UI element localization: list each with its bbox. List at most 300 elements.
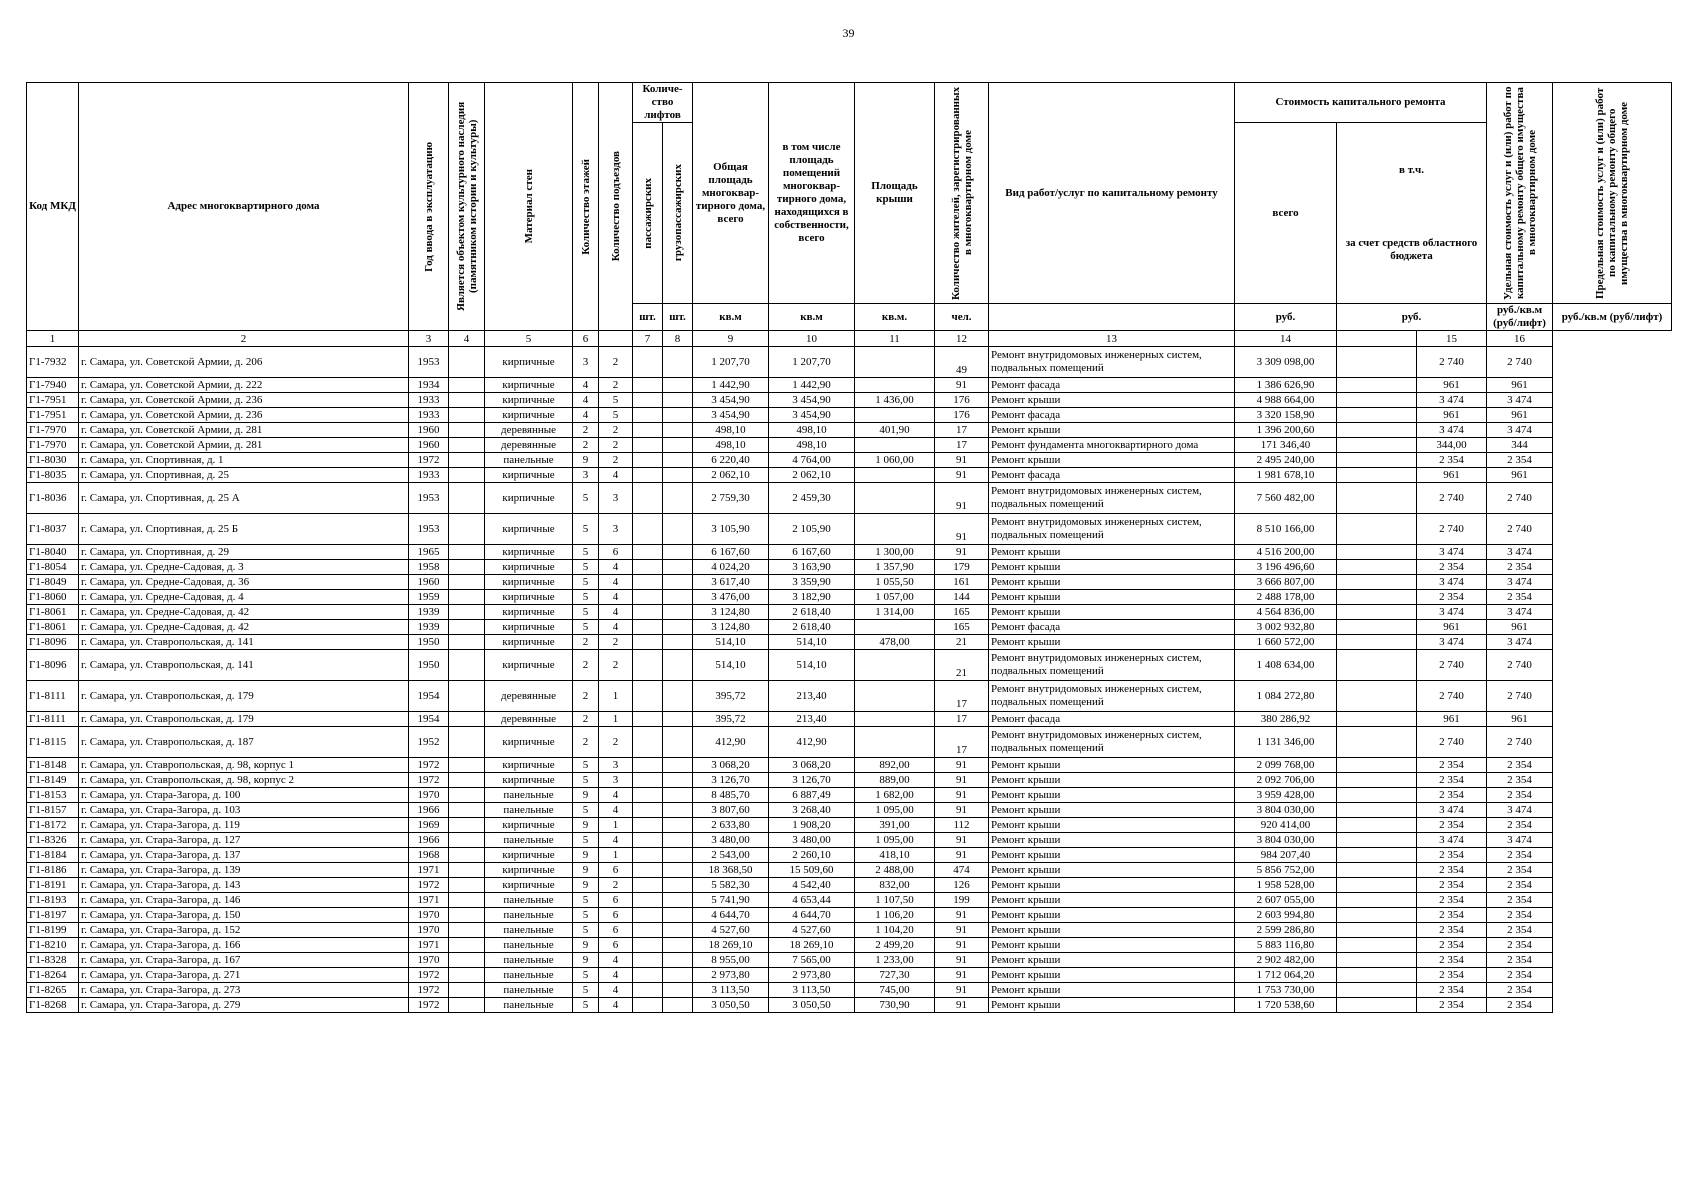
cell-address: г. Самара, ул. Средне-Садовая, д. 4 (79, 590, 409, 605)
cell-walls: кирпичные (485, 620, 573, 635)
cell-heritage (449, 635, 485, 650)
cell-residents: 91 (935, 788, 989, 803)
cell-lifts-pass (633, 758, 663, 773)
cell-work-type: Ремонт фасада (989, 712, 1235, 727)
cell-year: 1966 (409, 803, 449, 818)
cell-lifts-cargo (663, 712, 693, 727)
cell-walls: панельные (485, 968, 573, 983)
cell-unit-cost: 3 474 (1417, 545, 1487, 560)
cell-heritage (449, 468, 485, 483)
cell-lifts-pass (633, 727, 663, 758)
cell-owned-area: 213,40 (769, 681, 855, 712)
cell-work-type: Ремонт внутридомовых инженерных систем, подвальных помещений (989, 514, 1235, 545)
cell-limit-cost: 2 354 (1487, 893, 1553, 908)
cell-floors: 3 (573, 468, 599, 483)
table-row (27, 727, 1672, 758)
cell-entrances: 4 (599, 953, 633, 968)
cell-residents: 17 (935, 727, 989, 758)
cell-code: Г1-8061 (27, 605, 79, 620)
cell-heritage (449, 681, 485, 712)
cell-walls: кирпичные (485, 635, 573, 650)
cell-limit-cost: 2 354 (1487, 968, 1553, 983)
cell-limit-cost: 2 740 (1487, 514, 1553, 545)
cell-work-type: Ремонт крыши (989, 878, 1235, 893)
cell-year: 1972 (409, 878, 449, 893)
cell-lifts-cargo (663, 393, 693, 408)
cell-cost-budget (1337, 453, 1417, 468)
cell-unit-cost: 2 354 (1417, 998, 1487, 1013)
cell-walls: кирпичные (485, 605, 573, 620)
cell-work-type: Ремонт внутридомовых инженерных систем, подвальных помещений (989, 727, 1235, 758)
table-row (27, 923, 1672, 938)
cell-unit-cost: 2 354 (1417, 908, 1487, 923)
cell-heritage (449, 423, 485, 438)
cell-lifts-cargo (663, 545, 693, 560)
cell-limit-cost: 2 354 (1487, 848, 1553, 863)
cell-entrances: 4 (599, 468, 633, 483)
cell-cost-total: 380 286,92 (1235, 712, 1337, 727)
cell-residents: 91 (935, 545, 989, 560)
cell-floors: 9 (573, 878, 599, 893)
cell-cost-budget (1337, 393, 1417, 408)
cell-lifts-pass (633, 575, 663, 590)
cell-roof-area: 1 300,00 (855, 545, 935, 560)
cell-cost-total: 5 856 752,00 (1235, 863, 1337, 878)
cell-total-area: 2 973,80 (693, 968, 769, 983)
col-num: 11 (855, 331, 935, 347)
cell-cost-budget (1337, 545, 1417, 560)
cell-lifts-pass (633, 347, 663, 378)
cell-lifts-cargo (663, 514, 693, 545)
cell-roof-area: 745,00 (855, 983, 935, 998)
cell-total-area: 395,72 (693, 681, 769, 712)
cell-owned-area: 3 182,90 (769, 590, 855, 605)
cell-residents: 91 (935, 483, 989, 514)
cell-lifts-cargo (663, 727, 693, 758)
cell-work-type: Ремонт фундамента многоквартирного дома (989, 438, 1235, 453)
cell-address: г. Самара, ул. Ставропольская, д. 98, корпус 2 (79, 773, 409, 788)
cell-cost-budget (1337, 620, 1417, 635)
cell-floors: 2 (573, 712, 599, 727)
cell-walls: кирпичные (485, 590, 573, 605)
cell-walls: панельные (485, 998, 573, 1013)
cell-walls: кирпичные (485, 575, 573, 590)
cell-unit-cost: 2 354 (1417, 863, 1487, 878)
cell-residents: 49 (935, 347, 989, 378)
cell-code: Г1-8199 (27, 923, 79, 938)
cell-cost-total: 2 099 768,00 (1235, 758, 1337, 773)
cell-cost-total: 8 510 166,00 (1235, 514, 1337, 545)
cell-year: 1950 (409, 635, 449, 650)
cell-entrances: 4 (599, 590, 633, 605)
cell-lifts-cargo (663, 908, 693, 923)
cell-cost-budget (1337, 468, 1417, 483)
cell-cost-total: 3 804 030,00 (1235, 803, 1337, 818)
cell-lifts-pass (633, 635, 663, 650)
cell-limit-cost: 3 474 (1487, 393, 1553, 408)
cell-cost-total: 1 958 528,00 (1235, 878, 1337, 893)
cell-residents: 91 (935, 983, 989, 998)
cell-address: г. Самара, ул. Советской Армии, д. 222 (79, 378, 409, 393)
unit-pcs-2: шт. (663, 304, 693, 331)
cell-entrances: 4 (599, 620, 633, 635)
cell-walls: деревянные (485, 438, 573, 453)
cell-lifts-cargo (663, 833, 693, 848)
cell-work-type: Ремонт крыши (989, 953, 1235, 968)
cell-lifts-pass (633, 818, 663, 833)
cell-roof-area (855, 347, 935, 378)
header-floors: Количество этажей (579, 158, 592, 255)
cell-residents: 126 (935, 878, 989, 893)
cell-limit-cost: 2 354 (1487, 908, 1553, 923)
cell-lifts-pass (633, 983, 663, 998)
cell-limit-cost: 2 354 (1487, 453, 1553, 468)
cell-cost-total: 3 959 428,00 (1235, 788, 1337, 803)
cell-work-type: Ремонт внутридомовых инженерных систем, подвальных помещений (989, 347, 1235, 378)
cell-cost-total: 1 720 538,60 (1235, 998, 1337, 1013)
cell-owned-area: 3 113,50 (769, 983, 855, 998)
cell-residents: 91 (935, 998, 989, 1013)
cell-year: 1933 (409, 393, 449, 408)
cell-work-type: Ремонт внутридомовых инженерных систем, подвальных помещений (989, 681, 1235, 712)
cell-code: Г1-7951 (27, 393, 79, 408)
cell-floors: 5 (573, 590, 599, 605)
cell-lifts-pass (633, 878, 663, 893)
cell-cost-budget (1337, 590, 1417, 605)
cell-total-area: 5 582,30 (693, 878, 769, 893)
cell-address: г. Самара, ул. Стара-Загора, д. 143 (79, 878, 409, 893)
cell-total-area: 3 113,50 (693, 983, 769, 998)
cell-floors: 2 (573, 681, 599, 712)
cell-heritage (449, 923, 485, 938)
cell-cost-budget (1337, 758, 1417, 773)
cell-lifts-cargo (663, 758, 693, 773)
cell-entrances: 1 (599, 681, 633, 712)
cell-unit-cost: 2 354 (1417, 453, 1487, 468)
table-row (27, 818, 1672, 833)
cell-floors: 5 (573, 908, 599, 923)
cell-limit-cost: 2 740 (1487, 681, 1553, 712)
cell-work-type: Ремонт крыши (989, 575, 1235, 590)
cell-cost-budget (1337, 408, 1417, 423)
cell-walls: кирпичные (485, 347, 573, 378)
cell-year: 1970 (409, 923, 449, 938)
cell-work-type: Ремонт крыши (989, 848, 1235, 863)
cell-heritage (449, 983, 485, 998)
cell-work-type: Ремонт фасада (989, 620, 1235, 635)
cell-lifts-pass (633, 378, 663, 393)
cell-owned-area: 1 207,70 (769, 347, 855, 378)
cell-code: Г1-7932 (27, 347, 79, 378)
cell-roof-area (855, 727, 935, 758)
cell-lifts-pass (633, 560, 663, 575)
cell-floors: 3 (573, 347, 599, 378)
cell-code: Г1-8153 (27, 788, 79, 803)
cell-heritage (449, 620, 485, 635)
cell-walls: кирпичные (485, 408, 573, 423)
cell-owned-area: 2 459,30 (769, 483, 855, 514)
cell-cost-total: 2 607 055,00 (1235, 893, 1337, 908)
cell-lifts-cargo (663, 968, 693, 983)
cell-roof-area: 1 057,00 (855, 590, 935, 605)
cell-limit-cost: 2 354 (1487, 560, 1553, 575)
cell-residents: 17 (935, 438, 989, 453)
cell-owned-area: 2 618,40 (769, 620, 855, 635)
cell-work-type: Ремонт крыши (989, 560, 1235, 575)
cell-work-type: Ремонт крыши (989, 545, 1235, 560)
cell-entrances: 3 (599, 514, 633, 545)
cell-total-area: 1 207,70 (693, 347, 769, 378)
cell-total-area: 18 269,10 (693, 938, 769, 953)
cell-cost-total: 3 666 807,00 (1235, 575, 1337, 590)
cell-heritage (449, 560, 485, 575)
cell-total-area: 3 480,00 (693, 833, 769, 848)
cell-lifts-cargo (663, 408, 693, 423)
unit-m2-roof: кв.м. (855, 304, 935, 331)
cell-owned-area: 514,10 (769, 635, 855, 650)
cell-code: Г1-8040 (27, 545, 79, 560)
col-num: 5 (485, 331, 573, 347)
cell-unit-cost: 2 354 (1417, 878, 1487, 893)
cell-year: 1953 (409, 347, 449, 378)
cell-entrances: 6 (599, 908, 633, 923)
cell-residents: 91 (935, 968, 989, 983)
cell-roof-area: 1 357,90 (855, 560, 935, 575)
cell-lifts-pass (633, 650, 663, 681)
cell-code: Г1-8035 (27, 468, 79, 483)
cell-cost-total: 984 207,40 (1235, 848, 1337, 863)
cell-code: Г1-8096 (27, 635, 79, 650)
cell-address: г. Самара, ул. Спортивная, д. 1 (79, 453, 409, 468)
cell-lifts-pass (633, 468, 663, 483)
cell-floors: 5 (573, 998, 599, 1013)
cell-entrances: 2 (599, 347, 633, 378)
cell-residents: 17 (935, 423, 989, 438)
cell-lifts-cargo (663, 347, 693, 378)
cell-unit-cost: 2 740 (1417, 681, 1487, 712)
cell-cost-budget (1337, 347, 1417, 378)
cell-limit-cost: 2 354 (1487, 998, 1553, 1013)
table-row (27, 788, 1672, 803)
cell-cost-total: 2 488 178,00 (1235, 590, 1337, 605)
cell-walls: панельные (485, 923, 573, 938)
table-row (27, 908, 1672, 923)
cell-code: Г1-8115 (27, 727, 79, 758)
cell-code: Г1-7951 (27, 408, 79, 423)
cell-lifts-cargo (663, 818, 693, 833)
cell-roof-area: 892,00 (855, 758, 935, 773)
cell-entrances: 6 (599, 893, 633, 908)
header-walls: Материал стен (522, 169, 535, 244)
cell-year: 1972 (409, 758, 449, 773)
cell-work-type: Ремонт внутридомовых инженерных систем, подвальных помещений (989, 650, 1235, 681)
cell-roof-area: 2 499,20 (855, 938, 935, 953)
cell-lifts-cargo (663, 620, 693, 635)
cell-heritage (449, 818, 485, 833)
cell-cost-budget (1337, 983, 1417, 998)
cell-walls: панельные (485, 908, 573, 923)
table-row (27, 681, 1672, 712)
cell-limit-cost: 344 (1487, 438, 1553, 453)
cell-address: г. Самара, ул. Ставропольская, д. 179 (79, 681, 409, 712)
cell-floors: 2 (573, 650, 599, 681)
cell-work-type: Ремонт крыши (989, 605, 1235, 620)
cell-floors: 9 (573, 938, 599, 953)
cell-heritage (449, 727, 485, 758)
cell-total-area: 6 220,40 (693, 453, 769, 468)
cell-lifts-cargo (663, 848, 693, 863)
header-code: Код МКД (27, 83, 79, 331)
cell-owned-area: 3 454,90 (769, 408, 855, 423)
cell-walls: кирпичные (485, 378, 573, 393)
cell-entrances: 2 (599, 423, 633, 438)
cell-code: Г1-8111 (27, 712, 79, 727)
cell-address: г. Самара, ул. Средне-Садовая, д. 42 (79, 620, 409, 635)
cell-cost-budget (1337, 893, 1417, 908)
cell-owned-area: 4 653,44 (769, 893, 855, 908)
cell-owned-area: 2 062,10 (769, 468, 855, 483)
cell-lifts-pass (633, 590, 663, 605)
cell-cost-budget (1337, 378, 1417, 393)
cell-heritage (449, 998, 485, 1013)
cell-roof-area: 418,10 (855, 848, 935, 863)
cell-heritage (449, 378, 485, 393)
cell-entrances: 3 (599, 773, 633, 788)
capital-repair-table (26, 82, 1672, 1013)
table-row (27, 773, 1672, 788)
cell-heritage (449, 803, 485, 818)
table-row (27, 650, 1672, 681)
cell-unit-cost: 2 354 (1417, 773, 1487, 788)
cell-total-area: 1 442,90 (693, 378, 769, 393)
cell-walls: кирпичные (485, 878, 573, 893)
cell-work-type: Ремонт фасада (989, 468, 1235, 483)
cell-year: 1970 (409, 953, 449, 968)
cell-unit-cost: 2 354 (1417, 758, 1487, 773)
cell-floors: 9 (573, 788, 599, 803)
cell-owned-area: 1 908,20 (769, 818, 855, 833)
table-row (27, 393, 1672, 408)
cell-roof-area: 1 682,00 (855, 788, 935, 803)
cell-year: 1933 (409, 408, 449, 423)
cell-residents: 161 (935, 575, 989, 590)
cell-residents: 91 (935, 953, 989, 968)
cell-lifts-pass (633, 833, 663, 848)
cell-cost-budget (1337, 727, 1417, 758)
cell-floors: 2 (573, 727, 599, 758)
cell-code: Г1-8184 (27, 848, 79, 863)
cell-owned-area: 6 167,60 (769, 545, 855, 560)
cell-heritage (449, 483, 485, 514)
cell-entrances: 4 (599, 560, 633, 575)
cell-floors: 4 (573, 378, 599, 393)
cell-walls: кирпичные (485, 863, 573, 878)
cell-cost-total: 3 309 098,00 (1235, 347, 1337, 378)
cell-address: г. Самара, ул. Стара-Загора, д. 137 (79, 848, 409, 863)
cell-work-type: Ремонт крыши (989, 833, 1235, 848)
cell-address: г. Самара, ул. Ставропольская, д. 187 (79, 727, 409, 758)
cell-unit-cost: 2 354 (1417, 590, 1487, 605)
cell-unit-cost: 2 354 (1417, 953, 1487, 968)
cell-unit-cost: 2 354 (1417, 818, 1487, 833)
cell-entrances: 4 (599, 968, 633, 983)
cell-lifts-cargo (663, 378, 693, 393)
cell-unit-cost: 2 354 (1417, 560, 1487, 575)
cell-walls: деревянные (485, 712, 573, 727)
cell-cost-total: 2 603 994,80 (1235, 908, 1337, 923)
cell-residents: 91 (935, 923, 989, 938)
cell-heritage (449, 438, 485, 453)
unit-per-2: руб./кв.м (руб/лифт) (1553, 304, 1672, 331)
cell-year: 1934 (409, 378, 449, 393)
cell-walls: деревянные (485, 681, 573, 712)
cell-roof-area: 889,00 (855, 773, 935, 788)
cell-limit-cost: 2 740 (1487, 727, 1553, 758)
col-num (599, 331, 633, 347)
cell-cost-total: 1 408 634,00 (1235, 650, 1337, 681)
cell-cost-budget (1337, 908, 1417, 923)
cell-cost-budget (1337, 818, 1417, 833)
cell-walls: панельные (485, 938, 573, 953)
cell-entrances: 4 (599, 605, 633, 620)
cell-roof-area: 1 233,00 (855, 953, 935, 968)
cell-total-area: 2 543,00 (693, 848, 769, 863)
cell-address: г. Самара, ул. Стара-Загора, д. 103 (79, 803, 409, 818)
cell-entrances: 4 (599, 803, 633, 818)
cell-total-area: 3 124,80 (693, 605, 769, 620)
cell-walls: кирпичные (485, 848, 573, 863)
cell-roof-area: 832,00 (855, 878, 935, 893)
cell-residents: 91 (935, 773, 989, 788)
cell-residents: 199 (935, 893, 989, 908)
cell-unit-cost: 2 354 (1417, 848, 1487, 863)
header-cost-budget (1337, 123, 1487, 304)
cell-entrances: 6 (599, 863, 633, 878)
col-num: 3 (409, 331, 449, 347)
cell-lifts-cargo (663, 560, 693, 575)
cell-lifts-cargo (663, 773, 693, 788)
cell-walls: кирпичные (485, 818, 573, 833)
cell-walls: кирпичные (485, 393, 573, 408)
cell-work-type: Ремонт крыши (989, 923, 1235, 938)
cell-cost-total: 3 320 158,90 (1235, 408, 1337, 423)
cell-work-type: Ремонт крыши (989, 983, 1235, 998)
table-row (27, 605, 1672, 620)
cell-unit-cost: 3 474 (1417, 833, 1487, 848)
cell-roof-area: 478,00 (855, 635, 935, 650)
cell-owned-area: 2 260,10 (769, 848, 855, 863)
cell-walls: кирпичные (485, 560, 573, 575)
cell-unit-cost: 2 740 (1417, 514, 1487, 545)
cell-unit-cost: 3 474 (1417, 575, 1487, 590)
cell-address: г. Самара, ул. Ставропольская, д. 179 (79, 712, 409, 727)
cell-total-area: 514,10 (693, 635, 769, 650)
cell-roof-area: 1 095,00 (855, 803, 935, 818)
cell-heritage (449, 605, 485, 620)
cell-heritage (449, 848, 485, 863)
cell-owned-area: 4 764,00 (769, 453, 855, 468)
unit-rub-total: руб. (1235, 304, 1337, 331)
cell-lifts-pass (633, 453, 663, 468)
cell-limit-cost: 2 354 (1487, 590, 1553, 605)
table-row (27, 953, 1672, 968)
cell-owned-area: 412,90 (769, 727, 855, 758)
cell-roof-area: 1 104,20 (855, 923, 935, 938)
cell-code: Г1-8268 (27, 998, 79, 1013)
cell-lifts-cargo (663, 953, 693, 968)
cell-work-type: Ремонт крыши (989, 453, 1235, 468)
cell-cost-budget (1337, 483, 1417, 514)
